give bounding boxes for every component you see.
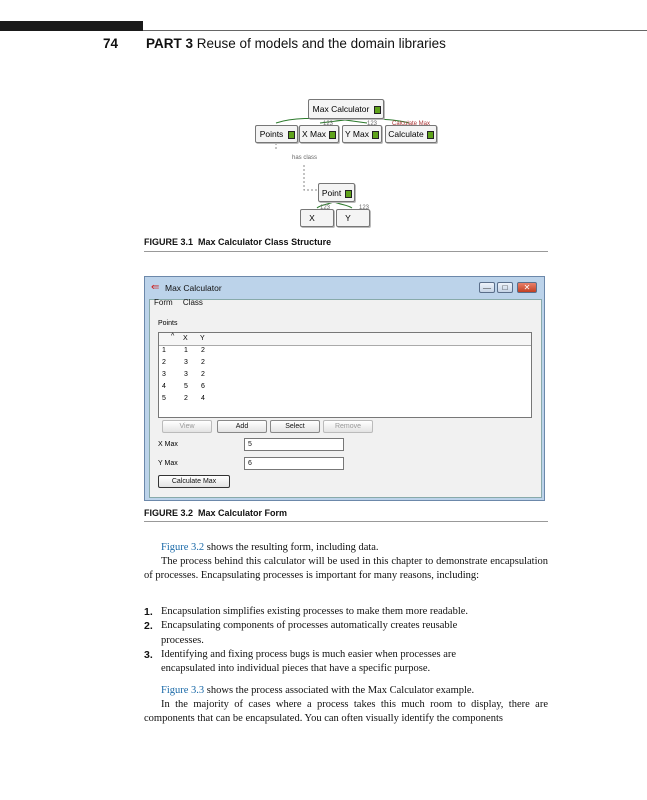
xmax-tag: 123 [323, 121, 334, 127]
xmax-field[interactable]: 5 [244, 438, 344, 451]
table-row[interactable] [159, 371, 531, 383]
table-cell: 2 [201, 371, 205, 378]
app-icon: ⇚ [151, 282, 160, 293]
figure-caption-1: FIGURE 3.1 Max Calculator Class Structure [144, 237, 332, 247]
add-button[interactable]: Add [217, 420, 267, 433]
port-icon [345, 190, 352, 198]
paragraph-3: Figure 3.3 shows the process associated with the Max Calculator example. [161, 685, 475, 696]
points-label: Points [158, 320, 178, 327]
table-row[interactable] [159, 359, 531, 371]
diagram-node-y-max: Y Max [342, 125, 382, 143]
paragraph-4: In the majority of cases where a process takes this much room to display, there are components that can be encapsulated. You can often visually identify the components [144, 699, 548, 725]
row-number: 2 [162, 359, 166, 366]
row-number: 3 [162, 371, 166, 378]
maximize-button[interactable]: □ [497, 282, 513, 293]
diagram-node-x: X [300, 209, 334, 227]
figure-3-3-link[interactable]: Figure 3.3 [161, 685, 205, 696]
caption-rule [144, 521, 548, 522]
list-item: 1. Encapsulation simplifies existing processes to make them more readable. [144, 606, 469, 618]
remove-button[interactable]: Remove [323, 420, 373, 433]
column-y[interactable]: Y [200, 335, 205, 342]
paragraph-1: Figure 3.2 shows the resulting form, including data. [161, 542, 379, 553]
table-cell: 2 [201, 347, 205, 354]
table-cell: 3 [184, 371, 188, 378]
caption-rule [144, 251, 548, 252]
calc-tag: Calculate Max [392, 121, 431, 127]
xmax-label: X Max [158, 441, 178, 448]
points-grid[interactable] [158, 332, 532, 418]
part-title: Reuse of models and the domain libraries [196, 36, 446, 51]
table-cell: 5 [184, 383, 188, 390]
diagram-node-calculate: Calculate [385, 125, 437, 143]
y-tag: 123 [359, 205, 370, 211]
diagram-node-max-calculator: Max Calculator [308, 99, 384, 119]
row-number: 4 [162, 383, 166, 390]
row-number: 1 [162, 347, 166, 354]
table-cell: 2 [184, 395, 188, 402]
ymax-tag: 123 [367, 121, 378, 127]
diagram-node-points: Points [255, 125, 298, 143]
table-cell: 3 [184, 359, 188, 366]
grid-header [159, 333, 531, 346]
ymax-field[interactable]: 6 [244, 457, 344, 470]
list-item: 2. Encapsulating components of processes automatically creates reusable processes. [144, 620, 458, 646]
table-cell: 4 [201, 395, 205, 402]
port-icon [427, 131, 434, 139]
table-row[interactable] [159, 383, 531, 395]
table-row[interactable] [159, 395, 531, 407]
port-icon [374, 106, 381, 114]
port-icon [329, 131, 336, 139]
page-number: 74 [103, 36, 119, 51]
figure-caption-2: FIGURE 3.2 Max Calculator Form [144, 508, 288, 518]
ymax-label: Y Max [158, 460, 178, 467]
max-calculator-window [144, 276, 545, 501]
list-item: 3. Identifying and fixing process bugs is much easier when processes are encapsulated into individual pieces that have a specific purpose. [144, 648, 457, 675]
minimize-button[interactable]: — [479, 282, 495, 293]
row-number: 5 [162, 395, 166, 402]
table-row[interactable] [159, 347, 531, 359]
table-cell: 6 [201, 383, 205, 390]
window-body [149, 299, 542, 498]
figure-3-2-link[interactable]: Figure 3.2 [161, 542, 205, 553]
diagram-node-point: Point [318, 183, 355, 202]
menu-form[interactable]: Form [154, 298, 173, 307]
close-button[interactable]: ✕ [517, 282, 537, 293]
link-label: has class [292, 155, 318, 161]
column-x[interactable]: X [183, 335, 188, 342]
paragraph-2: The process behind this calculator will be used in this chapter to demonstrate encapsulation of processes. Encapsulating processes is important for many reasons, including: [144, 556, 548, 582]
window-title: Max Calculator [165, 283, 222, 293]
select-button[interactable]: Select [270, 420, 320, 433]
menu-class[interactable]: Class [182, 298, 203, 307]
view-button[interactable]: View [162, 420, 212, 433]
menu-bar [154, 298, 211, 307]
part-label: PART 3 [146, 36, 194, 51]
diagram-connectors [0, 0, 647, 240]
calculate-max-button[interactable]: Calculate Max [158, 475, 230, 488]
x-tag: 123 [320, 205, 331, 211]
table-cell: 2 [201, 359, 205, 366]
diagram-node-x-max: X Max [299, 125, 339, 143]
sort-icon: ^ [171, 333, 175, 340]
diagram-node-y: Y [336, 209, 370, 227]
table-cell: 1 [184, 347, 188, 354]
port-icon [372, 131, 379, 139]
reasons-list [144, 605, 548, 676]
port-icon [288, 131, 295, 139]
